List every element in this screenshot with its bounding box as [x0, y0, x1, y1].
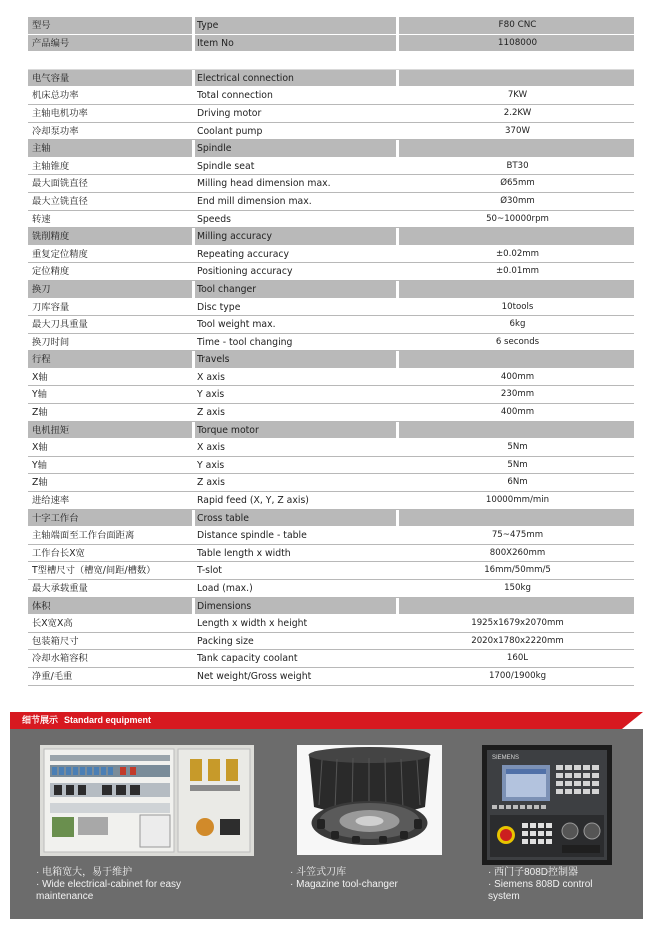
spec-value: 150kg	[504, 583, 531, 593]
spec-row	[28, 175, 634, 193]
spec-row	[28, 386, 634, 404]
column-divider	[396, 105, 399, 122]
spec-value: Ø30mm	[500, 195, 535, 206]
spec-value: 6kg	[509, 319, 526, 330]
column-divider	[396, 615, 399, 632]
spec-value	[401, 598, 634, 615]
column-divider	[396, 562, 399, 579]
spec-section-row	[28, 351, 634, 369]
spec-section-row	[28, 281, 634, 299]
column-divider	[396, 351, 399, 368]
spec-label-cn: 定位精度	[32, 266, 70, 278]
column-divider	[396, 175, 399, 192]
spec-label-cn: 行程	[32, 354, 51, 366]
spec-label-cn: 最大承载重量	[32, 583, 88, 594]
column-divider	[192, 492, 195, 509]
column-divider	[396, 70, 399, 87]
spec-label-cn: 产品编号	[32, 37, 70, 49]
column-divider	[192, 386, 195, 403]
column-divider	[192, 175, 195, 192]
spec-label-en: Positioning accuracy	[197, 266, 293, 278]
spec-value: 5Nm	[507, 459, 528, 470]
spec-label-cn: 冷却泵功率	[32, 125, 79, 137]
spec-value	[401, 140, 634, 157]
spec-value	[401, 422, 634, 439]
spec-value: 7KW	[507, 90, 528, 101]
column-divider	[396, 580, 399, 597]
spec-label-en: Rapid feed (X, Y, Z axis)	[197, 495, 309, 507]
spec-label-cn: 主轴	[32, 143, 51, 155]
spec-label-en: T-slot	[197, 565, 222, 577]
spec-row	[28, 580, 634, 598]
column-divider	[192, 246, 195, 263]
column-divider	[192, 457, 195, 474]
spec-label-cn: 体积	[32, 600, 51, 612]
column-divider	[192, 140, 195, 157]
spec-value: 1108000	[497, 37, 538, 48]
column-divider	[396, 158, 399, 175]
spec-label-en: Travels	[197, 354, 230, 366]
spec-row	[28, 52, 634, 70]
column-divider	[192, 404, 195, 421]
tool-magazine-photo	[297, 745, 442, 855]
column-divider	[396, 17, 399, 34]
spec-label-en: Packing size	[197, 635, 254, 647]
spec-value	[401, 510, 634, 527]
spec-value: 400mm	[500, 371, 535, 382]
column-divider	[192, 598, 195, 615]
column-divider	[192, 70, 195, 87]
spec-section-row	[28, 510, 634, 528]
spec-label-en: Electrical connection	[197, 72, 294, 84]
spec-value: 230mm	[500, 389, 535, 400]
column-divider	[192, 527, 195, 544]
spec-row	[28, 299, 634, 317]
spec-label-cn: 铣削精度	[32, 231, 70, 243]
column-divider	[396, 633, 399, 650]
spec-label-en: Type	[197, 20, 219, 31]
column-divider	[192, 158, 195, 175]
column-divider	[396, 193, 399, 210]
column-divider	[192, 439, 195, 456]
spec-label-en: Z axis	[197, 407, 225, 419]
spec-label-en: Y axis	[197, 459, 225, 471]
feature-caption-magazine	[290, 867, 460, 891]
spec-row	[28, 35, 634, 53]
spec-label-en: Disc type	[197, 301, 241, 313]
spec-label-en: Tool weight max.	[197, 319, 276, 331]
column-divider	[396, 457, 399, 474]
spec-label-cn: X轴	[32, 371, 48, 383]
spec-row	[28, 404, 634, 422]
caption-en: · Wide electrical-cabinet for easy	[36, 879, 182, 890]
spec-label-en: Speeds	[197, 213, 231, 225]
spec-value	[401, 351, 634, 368]
spec-value: ±0.02mm	[495, 248, 540, 259]
column-divider	[396, 246, 399, 263]
column-divider	[396, 228, 399, 245]
spec-label-en: Spindle seat	[197, 160, 255, 172]
detail-banner	[10, 712, 643, 729]
spec-label-en: Load (max.)	[197, 583, 253, 594]
column-divider	[396, 334, 399, 351]
column-divider	[192, 545, 195, 562]
column-divider	[396, 668, 399, 685]
spec-value	[401, 70, 634, 87]
spec-label-cn: 换刀	[32, 283, 51, 295]
spec-value: 1700/1900kg	[488, 670, 547, 681]
caption-cn: · 斗笠式刀库	[290, 867, 347, 878]
spec-row	[28, 369, 634, 387]
feature-caption-cabinet	[36, 867, 246, 903]
spec-row	[28, 492, 634, 510]
spec-label-en: Tank capacity coolant	[197, 653, 298, 665]
spec-value: 1925x1679x2070mm	[471, 618, 564, 629]
equipment-panel	[10, 729, 643, 919]
spec-label-en: Table length x width	[197, 547, 291, 559]
spec-label-cn: 刀库容量	[32, 301, 70, 313]
column-divider	[192, 211, 195, 228]
spec-row	[28, 123, 634, 141]
column-divider	[396, 211, 399, 228]
spec-row	[28, 545, 634, 563]
spec-row	[28, 105, 634, 123]
column-divider	[396, 404, 399, 421]
column-divider	[396, 422, 399, 439]
column-divider	[192, 193, 195, 210]
column-divider	[396, 140, 399, 157]
spec-row	[28, 633, 634, 651]
column-divider	[192, 35, 195, 52]
spec-value: Ø65mm	[500, 178, 535, 189]
banner-arrow	[622, 712, 643, 729]
spec-label-en: Total connection	[197, 90, 273, 102]
column-divider	[192, 422, 195, 439]
spec-table	[28, 17, 634, 686]
column-divider	[396, 316, 399, 333]
spec-row	[28, 246, 634, 264]
column-divider	[192, 615, 195, 632]
spec-label-cn: 主轴端面至工作台面距离	[32, 530, 135, 542]
spec-label-en: Dimensions	[197, 600, 252, 612]
electrical-cabinet-photo	[40, 745, 254, 856]
spec-row	[28, 263, 634, 281]
column-divider	[192, 334, 195, 351]
column-divider	[396, 123, 399, 140]
caption-cn: · 电箱宽大，易于维护	[36, 867, 133, 878]
banner-title-cn: 细节展示	[22, 715, 59, 725]
column-divider	[396, 52, 399, 69]
spec-section-row	[28, 422, 634, 440]
spec-row	[28, 562, 634, 580]
spec-value: F80 CNC	[498, 20, 537, 30]
spec-value: 800X260mm	[489, 547, 546, 558]
spec-label-cn: 重复定位精度	[32, 248, 88, 260]
spec-label-en: Coolant pump	[197, 125, 263, 137]
column-divider	[192, 580, 195, 597]
spec-label-en: X axis	[197, 442, 225, 454]
column-divider	[192, 52, 195, 69]
spec-label-en: Milling accuracy	[197, 231, 273, 243]
spec-label-cn: T型槽尺寸（槽宽/间距/槽数）	[32, 565, 156, 577]
caption-en-cont: system	[488, 891, 520, 902]
spec-label-cn	[32, 52, 190, 69]
spec-value: 75~475mm	[491, 530, 544, 541]
spec-row	[28, 457, 634, 475]
caption-en: · Siemens 808D control	[488, 879, 593, 890]
spec-label-en: Milling head dimension max.	[197, 178, 331, 190]
spec-label-cn: X轴	[32, 442, 48, 454]
column-divider	[396, 474, 399, 491]
spec-label-en: Repeating accuracy	[197, 248, 290, 260]
column-divider	[396, 598, 399, 615]
spec-label-en: Distance spindle - table	[197, 530, 307, 542]
column-divider	[396, 527, 399, 544]
column-divider	[192, 17, 195, 34]
spec-value: 2020x1780x2220mm	[471, 635, 564, 646]
spec-row	[28, 527, 634, 545]
spec-label-en: X axis	[197, 371, 225, 383]
column-divider	[192, 351, 195, 368]
spec-value: BT30	[506, 160, 529, 171]
banner-title	[22, 712, 157, 729]
column-divider	[192, 281, 195, 298]
spec-label-en	[197, 52, 393, 69]
spec-value	[401, 281, 634, 298]
spec-label-en: Y axis	[197, 389, 225, 401]
spec-row	[28, 615, 634, 633]
column-divider	[396, 35, 399, 52]
column-divider	[192, 668, 195, 685]
spec-value	[401, 52, 634, 69]
spec-label-en: Torque motor	[197, 424, 259, 436]
column-divider	[192, 228, 195, 245]
spec-row	[28, 193, 634, 211]
spec-label-cn: 进给速率	[32, 495, 70, 507]
spec-label-cn: 冷却水箱容积	[32, 653, 88, 665]
column-divider	[396, 510, 399, 527]
spec-label-cn: 十字工作台	[32, 512, 79, 524]
spec-label-cn: 最大立铣直径	[32, 195, 88, 207]
spec-section-row	[28, 228, 634, 246]
column-divider	[192, 87, 195, 104]
spec-value: 10000mm/min	[485, 495, 550, 506]
spec-row	[28, 334, 634, 352]
column-divider	[396, 87, 399, 104]
controller-brand: SIEMENS	[492, 755, 520, 761]
column-divider	[192, 299, 195, 316]
spec-row	[28, 211, 634, 229]
spec-row	[28, 17, 634, 35]
spec-value	[401, 228, 634, 245]
column-divider	[396, 650, 399, 667]
column-divider	[192, 369, 195, 386]
spec-label-cn: 最大面铣直径	[32, 178, 88, 190]
column-divider	[396, 281, 399, 298]
spec-label-en: Length x width x height	[197, 618, 308, 630]
column-divider	[192, 650, 195, 667]
spec-value: 2.2KW	[503, 107, 532, 118]
spec-value: 10tools	[501, 301, 534, 312]
spec-row	[28, 158, 634, 176]
column-divider	[396, 299, 399, 316]
spec-label-cn: 工作台长X宽	[32, 547, 85, 559]
feature-caption-controller	[488, 867, 638, 903]
spec-row	[28, 474, 634, 492]
spec-label-cn: 电气容量	[32, 72, 70, 84]
column-divider	[192, 123, 195, 140]
spec-label-cn: Z轴	[32, 477, 48, 489]
column-divider	[192, 105, 195, 122]
spec-value: 160L	[506, 653, 529, 664]
spec-label-cn: 长X宽X高	[32, 618, 73, 630]
spec-value: 6Nm	[507, 477, 528, 488]
spec-row	[28, 439, 634, 457]
spec-label-cn: 主轴电机功率	[32, 107, 88, 119]
spec-row	[28, 316, 634, 334]
spec-value: 16mm/50mm/5	[484, 565, 551, 576]
column-divider	[396, 439, 399, 456]
column-divider	[192, 316, 195, 333]
column-divider	[192, 263, 195, 280]
column-divider	[396, 263, 399, 280]
spec-row	[28, 668, 634, 686]
column-divider	[192, 562, 195, 579]
spec-label-en: Tool changer	[197, 283, 257, 295]
column-divider	[192, 633, 195, 650]
spec-label-cn: 净重/毛重	[32, 670, 73, 682]
spec-section-row	[28, 140, 634, 158]
spec-value: 50~10000rpm	[486, 213, 549, 224]
spec-value: 400mm	[500, 407, 535, 418]
column-divider	[192, 510, 195, 527]
spec-value: 5Nm	[507, 442, 528, 453]
spec-label-en: Net weight/Gross weight	[197, 670, 312, 682]
spec-label-cn: Y轴	[32, 389, 47, 401]
spec-label-en: Z axis	[197, 477, 225, 489]
caption-cn: · 西门子808D控制器	[488, 867, 579, 878]
spec-section-row	[28, 70, 634, 88]
spec-label-cn: 换刀时间	[32, 336, 70, 348]
spec-label-cn: 主轴锥度	[32, 160, 70, 172]
spec-value: ±0.01mm	[495, 266, 540, 277]
caption-en-cont: maintenance	[36, 891, 94, 902]
spec-label-en: Item No	[197, 37, 234, 49]
column-divider	[396, 492, 399, 509]
spec-section-row	[28, 598, 634, 616]
column-divider	[396, 369, 399, 386]
spec-label-cn: 转速	[32, 213, 51, 225]
spec-label-en: Spindle	[197, 143, 232, 155]
column-divider	[396, 545, 399, 562]
spec-value: 370W	[505, 125, 530, 136]
spec-row	[28, 87, 634, 105]
spec-label-en: End mill dimension max.	[197, 195, 312, 207]
spec-label-cn: 最大刀具重量	[32, 319, 88, 331]
spec-label-en: Driving motor	[197, 107, 262, 119]
spec-label-cn: 包装箱尺寸	[32, 635, 79, 647]
spec-label-cn: 型号	[32, 20, 51, 31]
spec-label-cn: Y轴	[32, 459, 47, 471]
column-divider	[192, 474, 195, 491]
controller-photo	[482, 745, 612, 865]
spec-label-en: Cross table	[197, 512, 249, 524]
spec-label-cn: Z轴	[32, 407, 48, 419]
spec-label-cn: 机床总功率	[32, 90, 79, 102]
spec-label-cn: 电机扭矩	[32, 424, 70, 436]
caption-en: · Magazine tool-changer	[290, 879, 398, 890]
spec-label-en: Time - tool changing	[197, 336, 293, 348]
spec-row	[28, 650, 634, 668]
spec-value: 6 seconds	[495, 336, 540, 347]
column-divider	[396, 386, 399, 403]
banner-title-en: Standard equipment	[64, 715, 152, 725]
